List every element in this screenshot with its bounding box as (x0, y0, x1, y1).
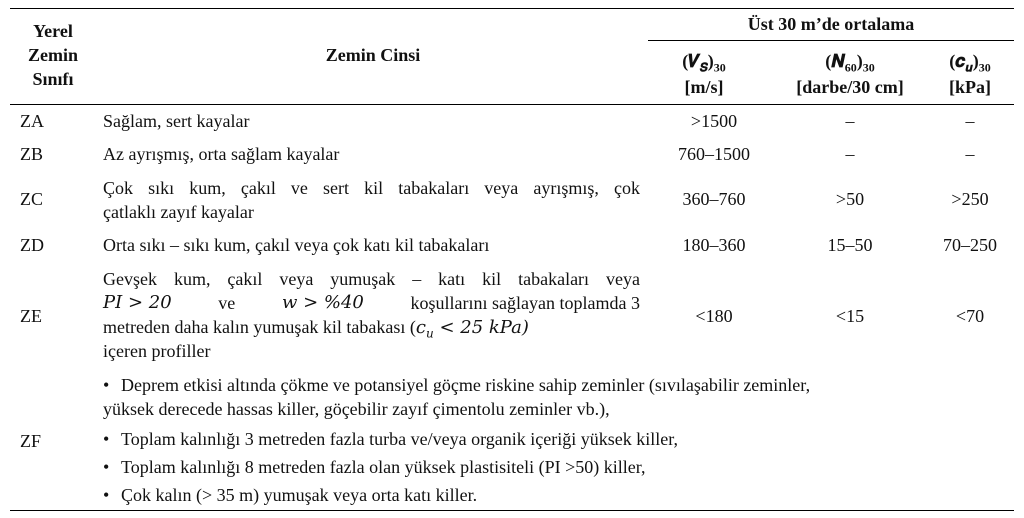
bullet-icon: • (103, 485, 110, 505)
header-class-line2: Zemin (27, 45, 78, 65)
header-bottom-rule (10, 104, 1014, 105)
header-class-line1: Yerel (33, 21, 73, 41)
row-zf-bullet-3: • Toplam kalınlığı 8 metreden fazla olan yüksek plastisiteli (PI >50) killer, (103, 457, 646, 477)
row-ze-desc-line2: PI > 20 ve w > %40 koşullarını sağlayan toplamda 3 (103, 292, 640, 313)
row-za-cu: – (965, 111, 975, 131)
row-zc-n60: >50 (835, 189, 865, 209)
bullet-icon: • (103, 457, 110, 477)
row-za-desc: Sağlam, sert kayalar (103, 111, 250, 131)
row-zc-class: ZC (20, 189, 44, 209)
header-class-line3: Sınıfı (32, 69, 74, 89)
bottom-rule (10, 510, 1014, 511)
row-zb-desc: Az ayrışmış, orta sağlam kayalar (103, 144, 340, 164)
header-n60-symbol: $(𝑵_{60})_{30}$ (825, 51, 875, 75)
row-zd-n60: 15–50 (827, 235, 873, 255)
row-zb-vs: 760–1500 (678, 144, 750, 164)
row-zb-class: ZB (20, 144, 44, 164)
header-cu-symbol: $(𝒄_𝒖)_{30}$ (949, 51, 991, 75)
row-zf-bullet-2: • Toplam kalınlığı 3 metreden fazla turba ve/veya organik içeriği yüksek killer, (103, 429, 678, 449)
row-ze-desc-line3: metreden daha kalın yumuşak kil tabakası ($c_u < 25$ kPa) (103, 317, 529, 341)
row-zf-bullet-1-cont: yüksek derecede hassas killer, göçebilir zayıf çimentolu zeminler vb.), (103, 399, 610, 419)
group-rule (648, 40, 1014, 41)
row-za-n60: – (845, 111, 855, 131)
header-vs-unit: [m/s] (684, 77, 724, 97)
row-ze-class: ZE (20, 306, 42, 326)
row-za-class: ZA (20, 111, 44, 131)
header-vs-symbol: $(𝑽_𝑺)_{30}$ (682, 51, 726, 75)
bullet-icon: • (103, 429, 110, 449)
header-group-title: Üst 30 m’de ortalama (747, 14, 915, 34)
header-n60-unit: [darbe/30 cm] (796, 77, 904, 97)
row-ze-desc-line4: içeren profiller (103, 341, 211, 361)
row-zc-desc-line2: çatlaklı zayıf kayalar (103, 202, 254, 222)
row-ze-cu: <70 (955, 306, 985, 326)
row-zc-vs: 360–760 (682, 189, 746, 209)
row-zc-cu: >250 (951, 189, 989, 209)
bullet-icon: • (103, 375, 110, 395)
row-ze-n60: <15 (835, 306, 865, 326)
header-cu-unit: [kPa] (949, 77, 991, 97)
row-zf-bullet-4: • Çok kalın (> 35 m) yumuşak veya orta katı killer. (103, 485, 478, 505)
row-zf-class: ZF (20, 431, 42, 451)
row-zd-cu: 70–250 (943, 235, 997, 255)
row-ze-desc-line1: Gevşek kum, çakıl veya yumuşak – katı kil tabakaları veya (103, 269, 640, 289)
row-zd-desc: Orta sıkı – sıkı kum, çakıl veya çok katı kil tabakaları (103, 235, 490, 255)
row-zb-n60: – (845, 144, 855, 164)
header-soil-type: Zemin Cinsi (325, 45, 421, 65)
row-zd-class: ZD (20, 235, 44, 255)
row-zb-cu: – (965, 144, 975, 164)
row-ze-vs: <180 (695, 306, 733, 326)
row-zf-bullet-1: • Deprem etkisi altında çökme ve potansiyel göçme riskine sahip zeminler (sıvılaşabilir zeminler, (103, 375, 811, 395)
row-zd-vs: 180–360 (682, 235, 746, 255)
row-za-vs: >1500 (690, 111, 738, 131)
row-zc-desc-line1: Çok sıkı kum, çakıl ve sert kil tabakaları veya ayrışmış, çok (103, 178, 640, 198)
top-rule (10, 8, 1014, 9)
